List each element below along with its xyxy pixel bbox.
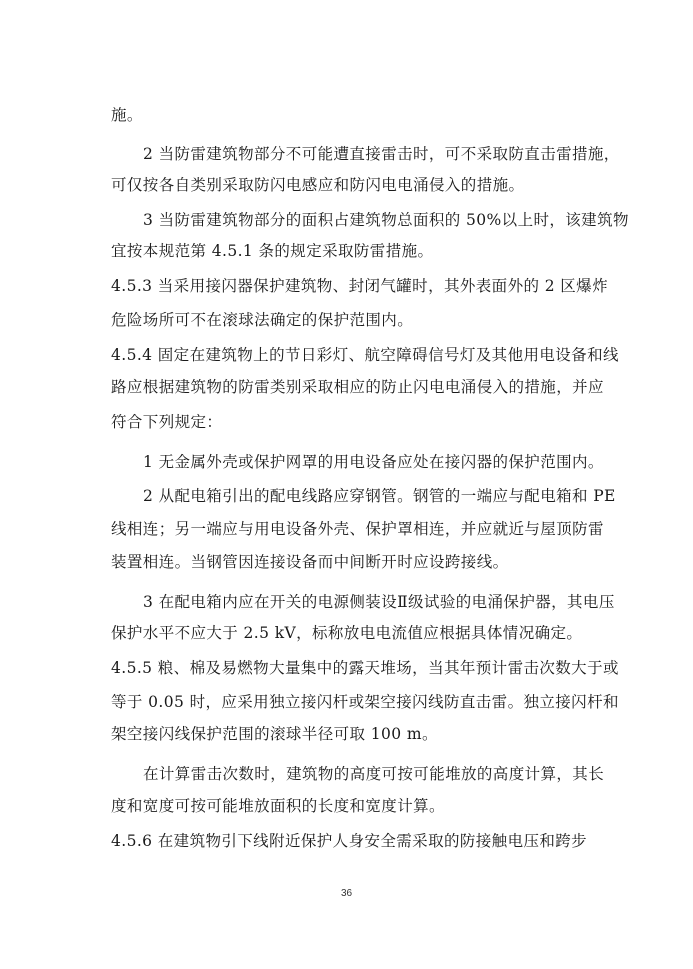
- text-line-2: 2 当防雷建筑物部分不可能遭直接雷击时，可不采取防直击雷措施，: [143, 145, 620, 163]
- text-line-15: 3 在配电箱内应在开关的电源侧装设Ⅱ级试验的电涌保护器，其电压: [143, 593, 615, 611]
- text-line-21: 度和宽度可按可能堆放面积的长度和宽度计算。: [111, 797, 445, 815]
- text-line-5: 宜按本规范第 4.5.1 条的规定采取防雷措施。: [111, 242, 434, 260]
- text-line-8: 4.5.4 固定在建筑物上的节日彩灯、航空障碍信号灯及其他用电设备和线: [111, 346, 619, 364]
- text-line-22: 4.5.6 在建筑物引下线附近保护人身安全需采取的防接触电压和跨步: [111, 832, 588, 850]
- text-line-13: 线相连；另一端应与用电设备外壳、保护罩相连，并应就近与屋顶防雷: [111, 520, 604, 538]
- text-line-19: 架空接闪线保护范围的滚球半径可取 100 m。: [111, 725, 438, 743]
- text-line-3: 可仅按各自类别采取防闪电感应和防闪电电涌侵入的措施。: [111, 176, 525, 194]
- text-line-12: 2 从配电箱引出的配电线路应穿钢管。钢管的一端应与配电箱和 PE: [143, 487, 616, 505]
- text-line-20: 在计算雷击次数时，建筑物的高度可按可能堆放的高度计算，其长: [143, 765, 605, 783]
- text-line-14: 装置相连。当钢管因连接设备而中间断开时应设跨接线。: [111, 553, 509, 571]
- text-line-6: 4.5.3 当采用接闪器保护建筑物、封闭气罐时，其外表面外的 2 区爆炸: [111, 277, 608, 295]
- page-number: 36: [340, 888, 353, 899]
- text-line-16: 保护水平不应大于 2.5 kV，标称放电电流值应根据具体情况确定。: [111, 624, 583, 642]
- text-line-10: 符合下列规定：: [111, 413, 223, 431]
- text-line-1: 施。: [111, 106, 143, 124]
- text-line-4: 3 当防雷建筑物部分的面积占建筑物总面积的 50%以上时，该建筑物: [143, 211, 629, 229]
- text-line-11: 1 无金属外壳或保护网罩的用电设备应处在接闪器的保护范围内。: [143, 453, 604, 471]
- text-line-18: 等于 0.05 时，应采用独立接闪杆或架空接闪线防直击雷。独立接闪杆和: [111, 693, 619, 711]
- text-line-9: 路应根据建筑物的防雷类别采取相应的防止闪电电涌侵入的措施，并应: [111, 378, 604, 396]
- text-line-7: 危险场所可不在滚球法确定的保护范围内。: [111, 311, 414, 329]
- text-line-17: 4.5.5 粮、棉及易燃物大量集中的露天堆场，当其年预计雷击次数大于或: [111, 659, 619, 677]
